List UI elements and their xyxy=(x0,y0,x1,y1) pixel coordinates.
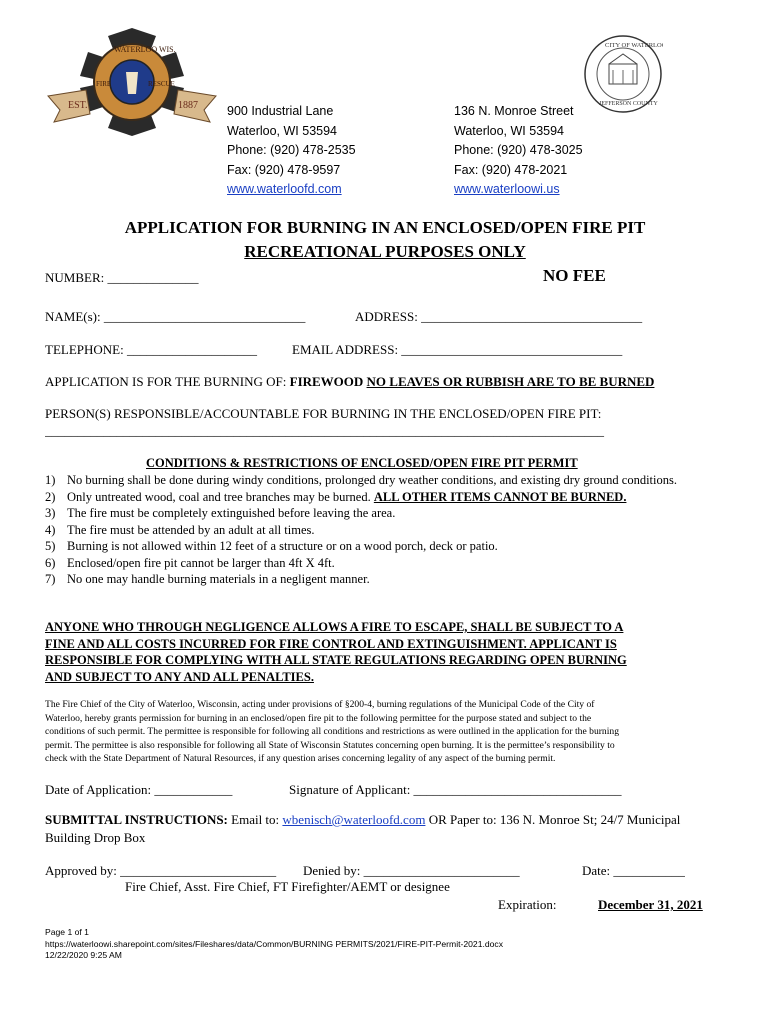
city-street: 136 N. Monroe Street xyxy=(454,104,574,118)
list-item: 7) No one may handle burning materials in a negligent manner. xyxy=(45,572,370,586)
responsible-label: PERSON(S) RESPONSIBLE/ACCOUNTABLE FOR BURNING IN THE ENCLOSED/OPEN FIRE PIT: xyxy=(45,406,602,421)
date-of-application-field[interactable]: Date of Application: ____________ xyxy=(45,782,233,797)
logo-top-text: WATERLOO WIS. xyxy=(114,45,176,54)
conditions-list xyxy=(45,472,705,588)
burning-of-value: FIREWOOD xyxy=(289,374,364,389)
fd-phone: Phone: (920) 478-2535 xyxy=(227,143,356,157)
submittal-label: SUBMITTAL INSTRUCTIONS: xyxy=(45,812,228,827)
logo-left-text: FIRE xyxy=(96,80,112,88)
list-item: 6) Enclosed/open fire pit cannot be larger than 4ft X 4ft. xyxy=(45,555,335,570)
expiration-value: December 31, 2021 xyxy=(598,897,703,912)
burning-of-label: APPLICATION IS FOR THE BURNING OF: xyxy=(45,374,287,389)
seal-bottom-text: JEFFERSON COUNTY xyxy=(599,101,658,107)
footer xyxy=(45,927,503,962)
city-phone: Phone: (920) 478-3025 xyxy=(454,143,583,157)
list-item: 1) No burning shall be done during windy conditions, prolonged dry weather conditions, and existing dry ground conditions. xyxy=(45,473,677,487)
city-fax: Fax: (920) 478-2021 xyxy=(454,162,568,177)
logo-right-text: RESCUE xyxy=(148,80,175,88)
list-item: 5) Burning is not allowed within 12 feet of a structure or on a wood porch, deck or patio. xyxy=(45,539,498,553)
footer-date: 12/22/2020 9:25 AM xyxy=(45,950,122,960)
fire-dept-logo xyxy=(44,22,220,142)
names-field[interactable]: NAME(s): _______________________________ xyxy=(45,309,306,324)
logo-year-text: 1887 xyxy=(178,100,198,111)
conditions-heading: CONDITIONS & RESTRICTIONS OF ENCLOSED/OPEN FIRE PIT PERMIT xyxy=(146,456,578,470)
negligence-warning: ANYONE WHO THROUGH NEGLIGENCE ALLOWS A FIRE TO ESCAPE, SHALL BE SUBJECT TO A FINE AND ALL COSTS INCURRED FOR FIRE CONTROL AND EXTINGUISHMENT. APPLICANT IS RESPONSIBLE FOR COMPLYING WITH ALL STATE REGULATIONS REGARDING OPEN BURNING AND SUBJECT TO ANY AND ALL PENALTIES. xyxy=(45,620,627,684)
approved-by-field[interactable]: Approved by: ________________________ xyxy=(45,863,277,878)
expiration-label: Expiration: xyxy=(498,897,557,912)
footer-page: Page 1 of 1 xyxy=(45,927,89,937)
list-item: 3) The fire must be completely extinguished before leaving the area. xyxy=(45,506,396,520)
no-fee-label: NO FEE xyxy=(543,266,606,285)
city-website-link[interactable]: www.waterloowi.us xyxy=(454,182,560,196)
page-title: APPLICATION FOR BURNING IN AN ENCLOSED/OPEN FIRE PIT xyxy=(124,218,646,237)
no-leaves-warning: NO LEAVES OR RUBBISH ARE TO BE BURNED xyxy=(366,374,655,389)
list-item: 4) The fire must be attended by an adult at all times. xyxy=(45,522,315,537)
seal-ring-text: CITY OF WATERLOO xyxy=(605,42,663,49)
city-office-address xyxy=(454,102,583,200)
fd-website-link[interactable]: www.waterloofd.com xyxy=(227,182,342,196)
fd-city: Waterloo, WI 53594 xyxy=(227,123,338,138)
fd-street: 900 Industrial Lane xyxy=(227,104,334,118)
list-item: 2) Only untreated wood, coal and tree branches may be burned. ALL OTHER ITEMS CANNOT BE BURNED. xyxy=(45,489,627,504)
city-city: Waterloo, WI 53594 xyxy=(454,123,565,138)
burning-of-line xyxy=(45,374,654,390)
page-subtitle xyxy=(0,242,770,262)
approver-roles: Fire Chief, Asst. Fire Chief, FT Firefighter/AEMT or designee xyxy=(125,879,450,894)
logo-est-text: EST. xyxy=(68,100,88,111)
subtitle-text: RECREATIONAL PURPOSES ONLY xyxy=(244,242,526,261)
permission-paragraph: The Fire Chief of the City of Waterloo, Wisconsin, acting under provisions of §200-4, burning regulations of the Municipal Code of the City of Waterloo, hereby grants permission for burning in an enclosed/open fire pit to the following permittee for the purpose stated and subject to the conditions of such permit. The permittee is responsible for following all conditions and restrictions as were outlined in the application for the burning permit. The permittee is also responsible for following all State of Wisconsin Statutes concerning open burning. It is the permittee’s responsibility to check with the State Department of Natural Resources, if any question arises concerning legality of any aspect of the burning permit. xyxy=(45,699,619,765)
fd-fax: Fax: (920) 478-9597 xyxy=(227,162,341,177)
number-field[interactable]: NUMBER: ______________ xyxy=(45,270,199,285)
submittal-email-link[interactable]: wbenisch@waterloofd.com xyxy=(282,812,426,827)
city-seal xyxy=(583,34,663,114)
footer-path: https://waterloowi.sharepoint.com/sites/Fileshares/data/Common/BURNING PERMITS/2021/FIRE-PIT-Permit-2021.docx xyxy=(45,938,504,949)
address-field[interactable]: ADDRESS: __________________________________ xyxy=(355,309,643,324)
denied-by-field[interactable]: Denied by: ________________________ xyxy=(303,863,520,878)
email-field[interactable]: EMAIL ADDRESS: __________________________________ xyxy=(292,342,623,357)
responsible-field[interactable]: ______________________________________________________________________________________ xyxy=(45,423,604,438)
date-field[interactable]: Date: ___________ xyxy=(582,863,685,878)
telephone-field[interactable]: TELEPHONE: ____________________ xyxy=(45,342,257,357)
signature-field[interactable]: Signature of Applicant: ________________________________ xyxy=(289,782,622,797)
submittal-instructions: SUBMITTAL INSTRUCTIONS: Email to: wbenisch@waterloofd.com OR Paper to: 136 N. Monroe St; 24/7 Municipal Building Drop Box xyxy=(45,812,681,845)
fire-dept-address xyxy=(227,102,356,200)
